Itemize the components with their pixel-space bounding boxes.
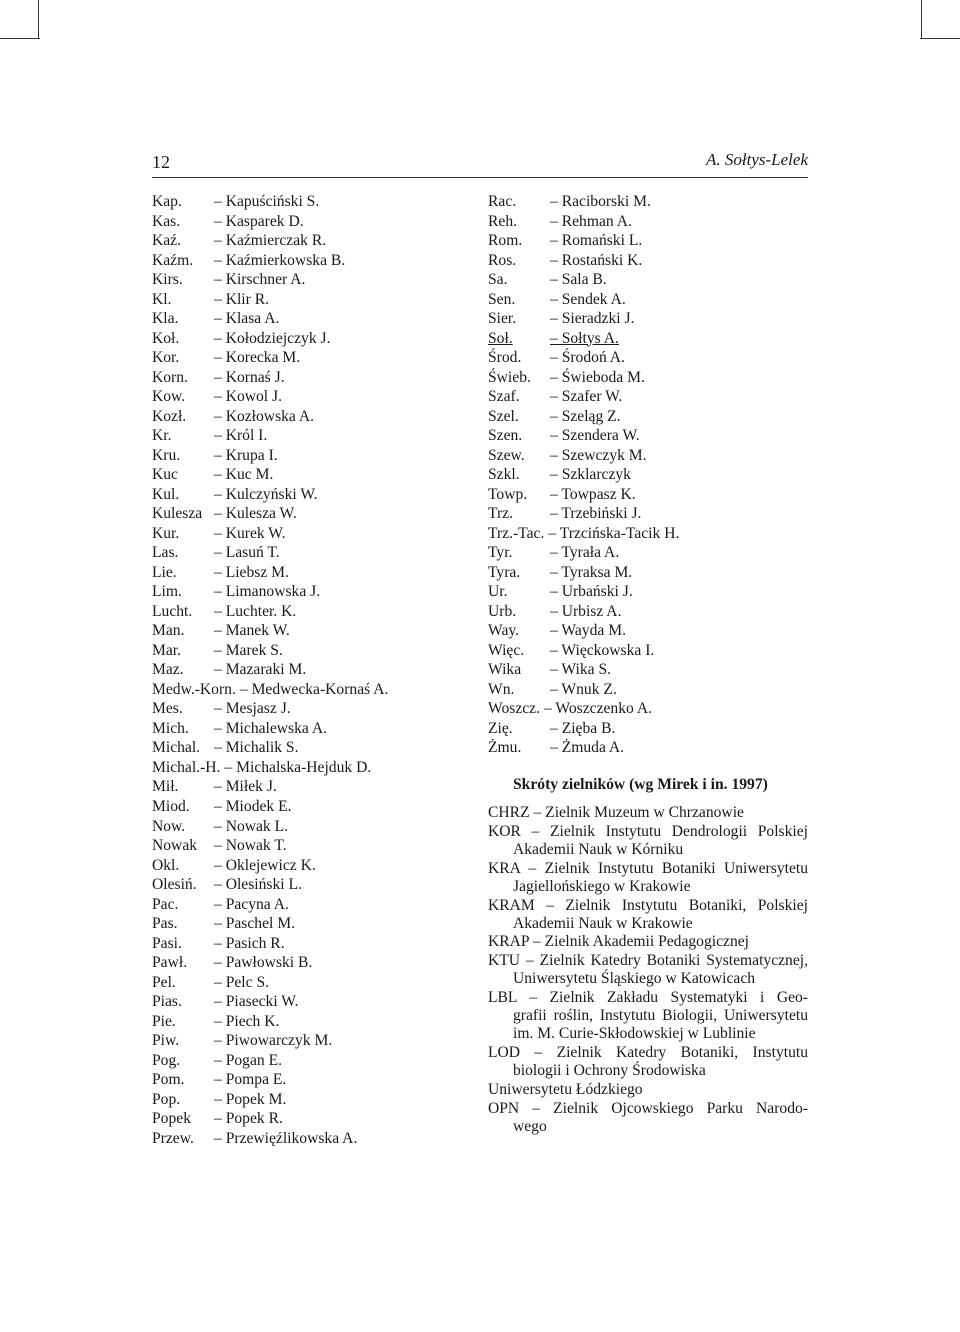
herbarium-line: wego [513, 1117, 547, 1135]
collector-abbreviation: Towp. [488, 485, 528, 503]
collector-name: – Kaźmierkowska B. [214, 251, 346, 269]
herbarium-line: KTU – Zielnik Katedry Botaniki Systematycznej, [488, 952, 808, 970]
herbarium-entry [488, 952, 808, 988]
list-item [488, 270, 679, 290]
list-item [488, 368, 679, 388]
collector-name: – Manek W. [214, 622, 290, 640]
collector-name: – Olesiński L. [214, 876, 302, 894]
herbarium-entry [488, 1081, 808, 1099]
collector-abbreviation: Szel. [488, 407, 519, 425]
collector-name: – Nowak L. [214, 817, 289, 835]
collector-name: – Sołtys A. [550, 329, 619, 347]
list-item [152, 660, 388, 680]
collector-name: – Piasecki W. [214, 993, 299, 1011]
collector-abbreviation: Rom. [488, 232, 523, 250]
collector-name: – Miodek E. [214, 797, 292, 815]
list-item [488, 543, 679, 563]
collector-name: – Środoń A. [550, 349, 625, 367]
collector-abbreviation: Michal. [152, 739, 201, 757]
collector-abbreviation: Koł. [152, 329, 180, 347]
collector-name: – Kulesza W. [214, 505, 297, 523]
collector-abbreviation: Reh. [488, 212, 518, 230]
list-item [152, 836, 388, 856]
collector-abbreviation: Las. [152, 544, 179, 562]
collector-abbreviation: Rac. [488, 193, 517, 210]
collector-name: – Marek S. [214, 641, 283, 659]
collector-name: – Wika S. [550, 661, 612, 679]
list-item [152, 934, 388, 954]
collector-abbreviation: Olesiń. [152, 876, 197, 894]
collector-abbreviation: Kap. [152, 193, 182, 210]
list-item [152, 817, 388, 837]
collector-abbreviation: Mich. [152, 719, 189, 737]
collector-name: – Lasuń T. [214, 544, 280, 562]
collector-abbreviation: Kr. [152, 427, 172, 445]
crop-mark [38, 0, 39, 38]
list-item [488, 719, 679, 739]
herbarium-line: KRAM – Zielnik Instytutu Botaniki, Polskiej [488, 896, 808, 914]
list-item [152, 309, 388, 329]
collector-abbreviation: Lie. [152, 563, 177, 581]
collector-abbreviation: Pog. [152, 1051, 181, 1069]
collector-name: – Tyrała A. [550, 544, 620, 562]
collector-abbreviation: Pel. [152, 973, 176, 991]
collector-name: – Trzebiński J. [550, 505, 642, 523]
header-rule [152, 177, 808, 178]
list-item [488, 387, 679, 407]
collector-abbreviation: Kul. [152, 485, 180, 503]
page-number: 12 [152, 152, 170, 172]
collector-name: – Więckowska I. [550, 641, 655, 659]
collector-name: – Urbisz A. [550, 602, 622, 620]
list-item [488, 251, 679, 271]
list-item [488, 602, 679, 622]
collector-abbreviation: Środ. [488, 349, 522, 367]
collector-abbreviation: Okl. [152, 856, 180, 874]
list-item [152, 407, 388, 427]
list-item [488, 641, 679, 661]
list-item [152, 758, 388, 778]
collector-abbreviation: Ur. [488, 583, 508, 601]
collector-abbreviation: Woszcz. [488, 700, 540, 718]
collector-name: – Kaźmierczak R. [214, 232, 327, 250]
crop-mark [0, 38, 40, 39]
list-item [152, 1012, 388, 1032]
collector-abbreviation: Soł. [488, 329, 513, 347]
collector-abbreviation: Pie. [152, 1012, 176, 1030]
herbaria-title: Skróty zielników (wg Mirek i in. 1997) [513, 776, 768, 793]
list-item [152, 953, 388, 973]
collector-name: – Kapuściński S. [214, 193, 320, 210]
collector-name: – Tyraksa M. [550, 563, 633, 581]
collector-abbreviation: Now. [152, 817, 186, 835]
collector-name: – Rostański K. [550, 251, 643, 269]
list-item [152, 738, 388, 758]
collector-name: – Kulczyński W. [214, 485, 318, 503]
list-item [488, 680, 679, 700]
list-item [488, 192, 679, 212]
collector-name: – Piwowarczyk M. [214, 1032, 333, 1050]
list-item [152, 1109, 388, 1129]
herbarium-line: OPN – Zielnik Ojcowskiego Parku Narodo- [488, 1099, 808, 1117]
collector-name: – Wnuk Z. [550, 680, 617, 698]
list-item [152, 641, 388, 661]
running-head: A. Sołtys-Lelek [706, 150, 808, 169]
collector-abbreviation: Piw. [152, 1032, 180, 1050]
collector-name: – Kornaś J. [214, 368, 285, 386]
collector-name: – Woszczenko A. [544, 700, 653, 718]
collector-abbreviation: Man. [152, 622, 185, 640]
collector-abbreviation: Kor. [152, 349, 180, 367]
list-item [488, 660, 679, 680]
list-item [152, 895, 388, 915]
list-item [488, 446, 679, 466]
list-item [152, 1031, 388, 1051]
list-item [152, 446, 388, 466]
collector-abbreviation: Świeb. [488, 368, 531, 386]
list-item [152, 543, 388, 563]
collector-abbreviation: Trz. [488, 505, 513, 523]
collector-name: – Klir R. [214, 290, 270, 308]
herbarium-entry [488, 804, 808, 822]
collector-name: – Michalik S. [214, 739, 299, 757]
list-item [488, 504, 679, 524]
collector-name: – Pogan E. [214, 1051, 283, 1069]
collector-abbreviation: Lucht. [152, 602, 193, 620]
list-item [152, 719, 388, 739]
list-item [488, 699, 679, 719]
herbarium-line: grafii roślin, Instytutu Biologii, Uniwersytetu [513, 1007, 808, 1025]
crop-mark [920, 38, 960, 39]
collector-abbreviation: Wika [488, 661, 522, 679]
list-item [152, 602, 388, 622]
herbarium-line: Akademii Nauk w Krakowie [513, 914, 693, 932]
collector-abbreviation: Kuc [152, 466, 178, 484]
herbarium-entry [488, 897, 808, 933]
collector-abbreviation: Więc. [488, 641, 525, 659]
collector-abbreviation: Popek [152, 1110, 191, 1128]
list-item [152, 465, 388, 485]
herbarium-line: Uniwersytetu Śląskiego w Katowicach [513, 970, 756, 988]
collector-abbreviation: Trz.-Tac. [488, 524, 545, 542]
collector-name: – Szewczyk M. [550, 446, 647, 464]
list-item [488, 407, 679, 427]
collector-abbreviation: Way. [488, 622, 520, 640]
list-item [152, 797, 388, 817]
collector-abbreviation: Tyr. [488, 544, 513, 562]
herbarium-entry [488, 1100, 808, 1136]
herbarium-entry [488, 989, 808, 1044]
collector-abbreviation: Maz. [152, 661, 184, 679]
list-item [152, 524, 388, 544]
collector-name: – Sieradzki J. [550, 310, 635, 328]
collector-abbreviation: Pas. [152, 915, 178, 933]
collector-name: – Zięba B. [550, 719, 616, 737]
collector-name: – Trzcińska-Tacik H. [548, 524, 680, 542]
collector-name: – Żmuda A. [550, 739, 625, 757]
collector-name: – Oklejewicz K. [214, 856, 316, 874]
list-item [152, 348, 388, 368]
list-item [152, 914, 388, 934]
list-item [152, 582, 388, 602]
collector-name: – Szafer W. [550, 388, 623, 406]
collector-name: – Pacyna A. [214, 895, 289, 913]
list-item [152, 1090, 388, 1110]
list-item [152, 231, 388, 251]
collector-abbreviation: Kur. [152, 524, 180, 542]
collector-name: – Raciborski M. [550, 193, 651, 210]
collector-name: – Sala B. [550, 271, 607, 289]
collector-name: – Pelc S. [214, 973, 270, 991]
collector-name: – Szendera W. [550, 427, 640, 445]
herbarium-line: LBL – Zielnik Zakładu Systematyki i Geo- [488, 989, 808, 1007]
list-item [152, 504, 388, 524]
collector-abbreviation: Szew. [488, 446, 525, 464]
list-item [488, 309, 679, 329]
collector-name: – Michalewska A. [214, 719, 328, 737]
list-item [152, 387, 388, 407]
list-item [488, 524, 679, 544]
list-item [152, 563, 388, 583]
list-item [152, 699, 388, 719]
herbarium-line: Jagiellońskiego w Krakowie [513, 877, 691, 895]
collector-abbreviation: Pasi. [152, 934, 182, 952]
list-item [488, 621, 679, 641]
collector-name: – Przewięźlikowska A. [214, 1129, 358, 1147]
collector-abbreviation: Michal.-H. [152, 758, 221, 776]
list-item [152, 212, 388, 232]
collector-abbreviation: Mes. [152, 700, 183, 718]
list-item [488, 582, 679, 602]
list-item [152, 329, 388, 349]
collector-list-left [152, 192, 388, 1148]
herbarium-line: Akademii Nauk w Kórniku [513, 840, 684, 858]
collector-abbreviation: Sen. [488, 290, 516, 308]
collector-name: – Król I. [214, 427, 268, 445]
page-header [152, 150, 808, 176]
collector-name: – Wayda M. [550, 622, 626, 640]
collector-name: – Kowol J. [214, 388, 283, 406]
collector-name: – Romański L. [550, 232, 643, 250]
collector-abbreviation: Korn. [152, 368, 188, 386]
collector-abbreviation: Szkl. [488, 466, 520, 484]
collector-name: – Krupa I. [214, 446, 278, 464]
collector-name: – Popek M. [214, 1090, 287, 1108]
collector-abbreviation: Wn. [488, 680, 515, 698]
collector-name: – Mesjasz J. [214, 700, 291, 718]
collector-abbreviation: Mił. [152, 778, 179, 796]
collector-abbreviation: Zię. [488, 719, 513, 737]
list-item [152, 856, 388, 876]
collector-name: – Szklarczyk [550, 466, 631, 484]
collector-abbreviation: Sier. [488, 310, 517, 328]
collector-abbreviation: Kru. [152, 446, 181, 464]
collector-abbreviation: Pawł. [152, 954, 188, 972]
list-item [152, 368, 388, 388]
collector-name: – Rehman A. [550, 212, 632, 230]
collector-abbreviation: Miod. [152, 797, 190, 815]
collector-abbreviation: Kla. [152, 310, 179, 328]
collector-name: – Popek R. [214, 1110, 283, 1128]
herbarium-entry [488, 933, 808, 951]
collector-abbreviation: Kas. [152, 212, 181, 230]
collector-name: – Mazaraki M. [214, 661, 307, 679]
herbarium-line: im. M. Curie-Skłodowskiej w Lublinie [513, 1025, 756, 1043]
collector-abbreviation: Szen. [488, 427, 523, 445]
collector-abbreviation: Ros. [488, 251, 517, 269]
collector-list-right [488, 192, 679, 758]
herbarium-line: KOR – Zielnik Instytutu Dendrologii Polskiej [488, 822, 808, 840]
list-item [488, 465, 679, 485]
herbarium-entry [488, 823, 808, 859]
list-item [488, 231, 679, 251]
herbarium-line: KRA – Zielnik Instytutu Botaniki Uniwersytetu [488, 859, 808, 877]
list-item [488, 426, 679, 446]
list-item [152, 290, 388, 310]
herbarium-entry [488, 860, 808, 896]
collector-name: – Piech K. [214, 1012, 280, 1030]
herbarium-line: KRAP – Zielnik Akademii Pedagogicznej [488, 933, 750, 951]
list-item [488, 563, 679, 583]
list-item [152, 1070, 388, 1090]
collector-name: – Klasa A. [214, 310, 280, 328]
collector-name: – Kasparek D. [214, 212, 304, 230]
list-item [152, 992, 388, 1012]
collector-name: – Limanowska J. [214, 583, 321, 601]
collector-abbreviation: Pop. [152, 1090, 181, 1108]
collector-abbreviation: Urb. [488, 602, 517, 620]
collector-abbreviation: Kl. [152, 290, 172, 308]
list-item [152, 621, 388, 641]
list-item [152, 777, 388, 797]
collector-name: – Pasich R. [214, 934, 285, 952]
list-item [152, 270, 388, 290]
collector-name: – Nowak T. [214, 837, 287, 855]
list-item [488, 290, 679, 310]
collector-abbreviation: Lim. [152, 583, 182, 601]
collector-name: – Urbański J. [550, 583, 633, 601]
collector-abbreviation: Pom. [152, 1071, 185, 1089]
collector-abbreviation: Nowak [152, 837, 198, 855]
collector-abbreviation: Żmu. [488, 739, 522, 757]
collector-name: – Kozłowska A. [214, 407, 315, 425]
list-item [488, 348, 679, 368]
collector-name: – Sendek A. [550, 290, 626, 308]
list-item [488, 212, 679, 232]
collector-name: – Pompa E. [214, 1071, 287, 1089]
collector-name: – Kołodziejczyk J. [214, 329, 331, 347]
list-item [152, 1129, 388, 1149]
collector-abbreviation: Pias. [152, 993, 182, 1011]
collector-abbreviation: Tyra. [488, 563, 521, 581]
collector-abbreviation: Mar. [152, 641, 182, 659]
list-item [488, 485, 679, 505]
collector-name: – Michalska-Hejduk D. [224, 758, 372, 776]
herbarium-line: CHRZ – Zielnik Muzeum w Chrzanowie [488, 804, 744, 821]
herbarium-line: LOD – Zielnik Katedry Botaniki, Instytutu [488, 1044, 808, 1062]
collector-name: – Kirschner A. [214, 271, 306, 289]
collector-abbreviation: Kirs. [152, 271, 183, 289]
list-item [152, 426, 388, 446]
herbarium-line: biologii i Ochrony Środowiska [513, 1062, 706, 1080]
collector-abbreviation: Przew. [152, 1129, 194, 1147]
list-item [488, 738, 679, 758]
collector-name: – Towpasz K. [550, 485, 636, 503]
collector-abbreviation: Pac. [152, 895, 179, 913]
list-item [152, 1051, 388, 1071]
collector-name: – Kuc M. [214, 466, 274, 484]
collector-name: – Paschel M. [214, 915, 295, 933]
list-item [152, 680, 388, 700]
collector-name: – Pawłowski B. [214, 954, 313, 972]
collector-abbreviation: Kulesza [152, 505, 203, 523]
collector-name: – Świeboda M. [550, 368, 645, 386]
crop-mark [921, 0, 922, 38]
collector-name: – Korecka M. [214, 349, 301, 367]
collector-name: – Kurek W. [214, 524, 286, 542]
collector-abbreviation: Kaźm. [152, 251, 194, 269]
list-item [152, 192, 388, 212]
collector-name: – Szeląg Z. [550, 407, 621, 425]
collector-name: – Liebsz M. [214, 563, 289, 581]
collector-name: – Miłek J. [214, 778, 277, 796]
list-item [152, 973, 388, 993]
collector-abbreviation: Kozł. [152, 407, 187, 425]
list-item [152, 875, 388, 895]
list-item [152, 485, 388, 505]
herbarium-line: Uniwersytetu Łódzkiego [488, 1081, 643, 1099]
collector-name: – Medwecka-Kornaś A. [239, 680, 389, 698]
list-item [152, 251, 388, 271]
list-item [488, 329, 679, 349]
herbarium-entry [488, 1044, 808, 1080]
herbaria-list [488, 804, 808, 1137]
collector-abbreviation: Kaź. [152, 232, 182, 250]
collector-name: – Luchter. K. [214, 602, 297, 620]
collector-abbreviation: Szaf. [488, 388, 520, 406]
collector-abbreviation: Medw.-Korn. [152, 680, 236, 698]
collector-abbreviation: Sa. [488, 271, 508, 289]
collector-abbreviation: Kow. [152, 388, 186, 406]
